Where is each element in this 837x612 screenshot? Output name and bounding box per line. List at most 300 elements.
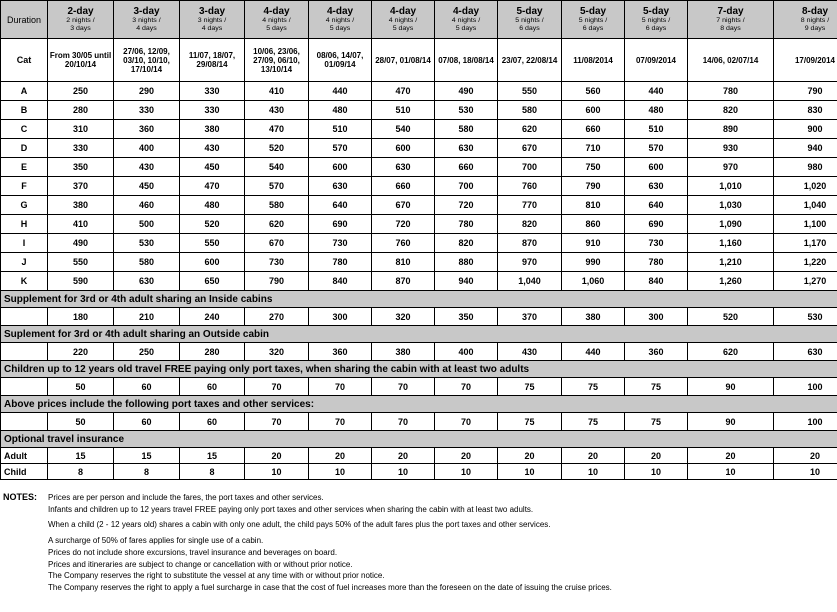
duration-name: 5-day [516, 6, 543, 17]
duration-nights: 7 nights / [716, 17, 745, 24]
sailing-dates-cell: 23/07, 22/08/14 [498, 39, 562, 82]
note-item: When a child (2 - 12 years old) shares a cabin with only one adult, the child pays 50% of the adult fares plus the port taxes and other services. [48, 520, 551, 530]
supplement-cell: 620 [688, 343, 774, 361]
duration-nights: 5 nights / [641, 17, 671, 24]
insurance-cell: 20 [625, 448, 688, 464]
supplement-cell: 320 [372, 308, 435, 326]
supplement-cell: 220 [48, 343, 114, 361]
duration-header-cell [114, 1, 180, 39]
insurance-cell: 10 [372, 464, 435, 480]
duration-header-cell [309, 1, 372, 39]
price-cell: 750 [562, 158, 625, 177]
insurance-cell: 8 [180, 464, 245, 480]
supplement-cell: 630 [774, 343, 837, 361]
price-cell: 860 [562, 215, 625, 234]
price-cell: 490 [435, 82, 498, 101]
sailing-dates-cell: 10/06, 23/06, 27/09, 06/10, 13/10/14 [245, 39, 309, 82]
duration-name: 7-day [717, 6, 744, 17]
blank-cell [1, 378, 48, 396]
supplement-cell: 430 [498, 343, 562, 361]
price-cell: 600 [562, 101, 625, 120]
supplement-cell: 300 [309, 308, 372, 326]
duration-nights: 5 nights / [515, 17, 544, 24]
supplement-cell: 250 [114, 343, 180, 361]
supplement-cell: 70 [245, 378, 309, 396]
supplement-cell: 50 [48, 413, 114, 431]
price-cell: 630 [372, 158, 435, 177]
price-cell: 620 [498, 120, 562, 139]
duration-days: 6 days [645, 25, 667, 32]
price-cell: 660 [562, 120, 625, 139]
price-cell: 620 [245, 215, 309, 234]
duration-nights: 4 nights / [262, 17, 291, 24]
supplement-cell: 75 [498, 378, 562, 396]
category-label: G [1, 196, 48, 215]
price-cell: 490 [48, 234, 114, 253]
category-row [1, 234, 837, 253]
supplement-cell: 100 [774, 378, 837, 396]
price-cell: 780 [625, 253, 688, 272]
duration-header-cell [498, 1, 562, 39]
price-cell: 330 [180, 82, 245, 101]
insurance-cell: 20 [688, 448, 774, 464]
price-cell: 940 [774, 139, 837, 158]
section-title: Children up to 12 years old travel FREE paying only port taxes, when sharing the cabin with at least two adults [1, 361, 837, 378]
supplement-cell: 380 [372, 343, 435, 361]
sailing-dates-cell: 17/09/2014 [774, 39, 837, 82]
insurance-cell: 20 [774, 448, 837, 464]
price-cell: 690 [309, 215, 372, 234]
price-cell: 410 [245, 82, 309, 101]
duration-days: 9 days [804, 25, 826, 32]
insurance-cell: 10 [625, 464, 688, 480]
supplement-cell: 60 [114, 378, 180, 396]
price-cell: 280 [48, 101, 114, 120]
duration-header-cell [435, 1, 498, 39]
supplement-cell: 75 [625, 378, 688, 396]
price-cell: 1,210 [688, 253, 774, 272]
price-cell: 370 [48, 177, 114, 196]
price-cell: 640 [625, 196, 688, 215]
price-cell: 820 [688, 101, 774, 120]
insurance-cell: 15 [180, 448, 245, 464]
supplement-cell: 380 [562, 308, 625, 326]
supplement-cell: 75 [625, 413, 688, 431]
duration-name: 4-day [263, 6, 290, 17]
supplement-cell: 70 [309, 413, 372, 431]
category-row [1, 272, 837, 291]
supplement-cell: 75 [562, 378, 625, 396]
supplement-cell: 90 [688, 413, 774, 431]
category-label: A [1, 82, 48, 101]
insurance-cell: 20 [372, 448, 435, 464]
price-cell: 330 [114, 101, 180, 120]
price-cell: 670 [245, 234, 309, 253]
price-cell: 600 [309, 158, 372, 177]
sailing-dates-cell: 11/07, 18/07, 29/08/14 [180, 39, 245, 82]
supplement-cell: 75 [498, 413, 562, 431]
note-item: Prices are per person and include the fares, the port taxes and other services. [48, 493, 324, 502]
duration-days: 5 days [266, 25, 287, 32]
category-row [1, 101, 837, 120]
notes-label: NOTES: [3, 492, 38, 502]
cat-label: Cat [1, 39, 48, 82]
sailing-dates-cell: From 30/05 until 20/10/14 [48, 39, 114, 82]
insurance-cell: 20 [435, 448, 498, 464]
category-label: J [1, 253, 48, 272]
insurance-cell: 10 [562, 464, 625, 480]
supplement-cell: 270 [245, 308, 309, 326]
price-cell: 780 [688, 82, 774, 101]
price-cell: 720 [372, 215, 435, 234]
section-header [1, 431, 837, 448]
price-cell: 790 [774, 82, 837, 101]
price-cell: 780 [435, 215, 498, 234]
price-cell: 510 [372, 101, 435, 120]
price-cell: 770 [498, 196, 562, 215]
insurance-cell: 10 [688, 464, 774, 480]
price-cell: 330 [180, 101, 245, 120]
duration-name: 4-day [326, 6, 354, 17]
insurance-cell: 10 [498, 464, 562, 480]
price-cell: 380 [48, 196, 114, 215]
duration-header-cell [48, 1, 114, 39]
insurance-cell: 15 [114, 448, 180, 464]
sailing-dates-cell: 11/08/2014 [562, 39, 625, 82]
duration-row [1, 1, 837, 39]
duration-name: 3-day [198, 6, 226, 17]
price-cell: 1,220 [774, 253, 837, 272]
price-cell: 310 [48, 120, 114, 139]
price-cell: 580 [435, 120, 498, 139]
duration-header-cell [625, 1, 688, 39]
supplement-cell: 70 [372, 413, 435, 431]
insurance-row [1, 464, 837, 480]
section-header [1, 361, 837, 378]
price-cell: 1,040 [774, 196, 837, 215]
category-label: E [1, 158, 48, 177]
price-cell: 580 [114, 253, 180, 272]
category-row [1, 177, 837, 196]
supplement-cell: 350 [435, 308, 498, 326]
price-cell: 430 [114, 158, 180, 177]
price-cell: 470 [180, 177, 245, 196]
price-cell: 360 [114, 120, 180, 139]
price-cell: 810 [562, 196, 625, 215]
section-title: Supplement for 3rd or 4th adult sharing an Inside cabins [1, 291, 837, 308]
insurance-label: Child [1, 464, 48, 480]
duration-name: 4-day [389, 6, 417, 17]
price-cell: 840 [309, 272, 372, 291]
price-cell: 780 [309, 253, 372, 272]
price-cell: 890 [688, 120, 774, 139]
sailing-dates-cell: 28/07, 01/08/14 [372, 39, 435, 82]
blank-cell [1, 413, 48, 431]
price-cell: 480 [180, 196, 245, 215]
insurance-cell: 20 [309, 448, 372, 464]
price-cell: 970 [498, 253, 562, 272]
notes-section [0, 492, 836, 594]
supplement-cell: 180 [48, 308, 114, 326]
supplement-cell: 520 [688, 308, 774, 326]
insurance-cell: 8 [114, 464, 180, 480]
price-cell: 600 [372, 139, 435, 158]
price-cell: 570 [625, 139, 688, 158]
note-item: Prices and itineraries are subject to change or cancellation with or without prior notice. [48, 559, 353, 569]
duration-days: 5 days [455, 25, 477, 32]
category-label: K [1, 272, 48, 291]
sailing-dates-cell: 14/06, 02/07/14 [688, 39, 774, 82]
insurance-cell: 10 [774, 464, 837, 480]
price-cell: 510 [625, 120, 688, 139]
category-row [1, 215, 837, 234]
price-cell: 630 [309, 177, 372, 196]
supplement-cell: 70 [435, 378, 498, 396]
category-row [1, 82, 837, 101]
price-cell: 640 [309, 196, 372, 215]
supplement-cell: 70 [245, 413, 309, 431]
price-cell: 900 [774, 120, 837, 139]
insurance-label: Adult [1, 448, 48, 464]
price-cell: 290 [114, 82, 180, 101]
supplement-cell: 60 [180, 378, 245, 396]
duration-header-cell [562, 1, 625, 39]
price-cell: 480 [309, 101, 372, 120]
price-cell: 760 [498, 177, 562, 196]
duration-header-cell [774, 1, 837, 39]
price-cell: 790 [245, 272, 309, 291]
price-cell: 530 [435, 101, 498, 120]
price-cell: 1,010 [688, 177, 774, 196]
insurance-cell: 8 [48, 464, 114, 480]
duration-nights: 3 nights / [197, 17, 227, 24]
supplement-cell: 90 [688, 378, 774, 396]
price-cell: 970 [688, 158, 774, 177]
notes-list [0, 492, 836, 594]
price-cell: 470 [245, 120, 309, 139]
supplement-cell: 300 [625, 308, 688, 326]
price-cell: 710 [562, 139, 625, 158]
duration-name: 8-day [801, 6, 829, 17]
price-cell: 790 [562, 177, 625, 196]
price-cell: 1,020 [774, 177, 837, 196]
supplement-cell: 70 [372, 378, 435, 396]
insurance-cell: 20 [562, 448, 625, 464]
supplement-row [1, 413, 837, 431]
category-label: F [1, 177, 48, 196]
duration-nights: 4 nights / [325, 17, 355, 24]
supplement-cell: 50 [48, 378, 114, 396]
price-cell: 630 [435, 139, 498, 158]
section-header [1, 291, 837, 308]
price-cell: 510 [309, 120, 372, 139]
price-cell: 730 [309, 234, 372, 253]
category-row [1, 139, 837, 158]
section-title: Suplement for 3rd or 4th adult sharing an Outside cabin [1, 326, 837, 343]
price-cell: 910 [562, 234, 625, 253]
price-cell: 380 [180, 120, 245, 139]
insurance-row [1, 448, 837, 464]
duration-label: Duration [1, 1, 48, 39]
price-cell: 250 [48, 82, 114, 101]
price-cell: 670 [498, 139, 562, 158]
price-cell: 700 [435, 177, 498, 196]
supplement-cell: 100 [774, 413, 837, 431]
price-cell: 1,270 [774, 272, 837, 291]
price-cell: 820 [435, 234, 498, 253]
duration-name: 5-day [579, 6, 607, 17]
price-cell: 600 [180, 253, 245, 272]
price-cell: 500 [114, 215, 180, 234]
category-label: H [1, 215, 48, 234]
duration-header-cell [688, 1, 774, 39]
duration-nights: 2 nights / [66, 17, 95, 24]
supplement-cell: 210 [114, 308, 180, 326]
supplement-cell: 400 [435, 343, 498, 361]
price-cell: 580 [498, 101, 562, 120]
supplement-cell: 530 [774, 308, 837, 326]
price-cell: 520 [245, 139, 309, 158]
price-cell: 1,060 [562, 272, 625, 291]
price-cell: 460 [114, 196, 180, 215]
price-cell: 570 [309, 139, 372, 158]
supplement-cell: 360 [625, 343, 688, 361]
price-cell: 600 [625, 158, 688, 177]
price-cell: 870 [372, 272, 435, 291]
price-cell: 670 [372, 196, 435, 215]
duration-nights: 5 nights / [578, 17, 608, 24]
blank-cell [1, 343, 48, 361]
supplement-cell: 70 [435, 413, 498, 431]
supplement-cell: 370 [498, 308, 562, 326]
duration-nights: 3 nights / [132, 17, 161, 24]
price-cell: 550 [180, 234, 245, 253]
category-row [1, 120, 837, 139]
price-cell: 580 [245, 196, 309, 215]
insurance-cell: 10 [435, 464, 498, 480]
category-label: C [1, 120, 48, 139]
price-cell: 980 [774, 158, 837, 177]
price-cell: 690 [625, 215, 688, 234]
note-item: A surcharge of 50% of fares applies for single use of a cabin. [48, 536, 264, 546]
insurance-cell: 20 [498, 448, 562, 464]
duration-days: 6 days [519, 25, 540, 32]
price-cell: 550 [48, 253, 114, 272]
price-cell: 990 [562, 253, 625, 272]
price-cell: 650 [180, 272, 245, 291]
price-cell: 760 [372, 234, 435, 253]
duration-header-cell [372, 1, 435, 39]
sailing-dates-cell: 08/06, 14/07, 01/09/14 [309, 39, 372, 82]
category-row [1, 253, 837, 272]
price-cell: 450 [114, 177, 180, 196]
supplement-cell: 70 [309, 378, 372, 396]
price-cell: 810 [372, 253, 435, 272]
price-cell: 550 [498, 82, 562, 101]
price-cell: 880 [435, 253, 498, 272]
duration-name: 3-day [133, 6, 160, 17]
note-item: Infants and children up to 12 years travel FREE paying only port taxes and other services when sharing the cabin with at least two adults. [48, 504, 534, 514]
price-cell: 570 [245, 177, 309, 196]
price-cell: 1,260 [688, 272, 774, 291]
insurance-cell: 10 [309, 464, 372, 480]
price-cell: 1,030 [688, 196, 774, 215]
duration-name: 4-day [452, 6, 480, 17]
price-cell: 730 [245, 253, 309, 272]
insurance-cell: 10 [245, 464, 309, 480]
price-cell: 840 [625, 272, 688, 291]
price-cell: 660 [435, 158, 498, 177]
duration-header-cell [245, 1, 309, 39]
duration-days: 3 days [70, 25, 91, 32]
category-label: B [1, 101, 48, 120]
section-title: Above prices include the following port taxes and other services: [1, 396, 837, 413]
supplement-row [1, 378, 837, 396]
price-cell: 1,170 [774, 234, 837, 253]
price-cell: 430 [180, 139, 245, 158]
sailing-dates-cell: 07/08, 18/08/14 [435, 39, 498, 82]
price-cell: 480 [625, 101, 688, 120]
duration-days: 5 days [392, 25, 414, 32]
supplement-row [1, 308, 837, 326]
supplement-cell: 60 [180, 413, 245, 431]
price-cell: 590 [48, 272, 114, 291]
price-cell: 700 [498, 158, 562, 177]
note-item: The Company reserves the right to substitute the vessel at any time with or without prior notice. [48, 571, 385, 581]
duration-days: 8 days [720, 25, 741, 32]
insurance-cell: 15 [48, 448, 114, 464]
price-cell: 470 [372, 82, 435, 101]
price-cell: 870 [498, 234, 562, 253]
price-cell: 830 [774, 101, 837, 120]
note-item: Prices do not include shore excursions, travel insurance and beverages on board. [48, 547, 338, 557]
price-cell: 410 [48, 215, 114, 234]
supplement-cell: 75 [562, 413, 625, 431]
price-cell: 450 [180, 158, 245, 177]
supplement-cell: 440 [562, 343, 625, 361]
supplement-cell: 360 [309, 343, 372, 361]
section-header [1, 396, 837, 413]
price-cell: 930 [688, 139, 774, 158]
category-row [1, 196, 837, 215]
price-cell: 400 [114, 139, 180, 158]
duration-nights: 4 nights / [451, 17, 481, 24]
price-cell: 940 [435, 272, 498, 291]
price-cell: 630 [625, 177, 688, 196]
price-cell: 430 [245, 101, 309, 120]
price-cell: 1,160 [688, 234, 774, 253]
duration-header-cell [180, 1, 245, 39]
price-cell: 530 [114, 234, 180, 253]
duration-days: 4 days [201, 25, 223, 32]
duration-nights: 8 nights / [800, 17, 830, 24]
section-title: Optional travel insurance [1, 431, 837, 448]
blank-cell [1, 308, 48, 326]
supplement-cell: 320 [245, 343, 309, 361]
duration-name: 2-day [67, 6, 94, 17]
price-cell: 540 [245, 158, 309, 177]
price-cell: 440 [625, 82, 688, 101]
duration-nights: 4 nights / [388, 17, 418, 24]
price-cell: 1,100 [774, 215, 837, 234]
price-cell: 820 [498, 215, 562, 234]
price-cell: 440 [309, 82, 372, 101]
note-item: The Company reserves the right to apply a fuel surcharge in case that the cost of fuel increases more than the foreseen on the date of issuing the cruise prices. [48, 582, 612, 592]
supplement-cell: 240 [180, 308, 245, 326]
insurance-cell: 20 [245, 448, 309, 464]
supplement-row [1, 343, 837, 361]
sailing-dates-cell: 07/09/2014 [625, 39, 688, 82]
